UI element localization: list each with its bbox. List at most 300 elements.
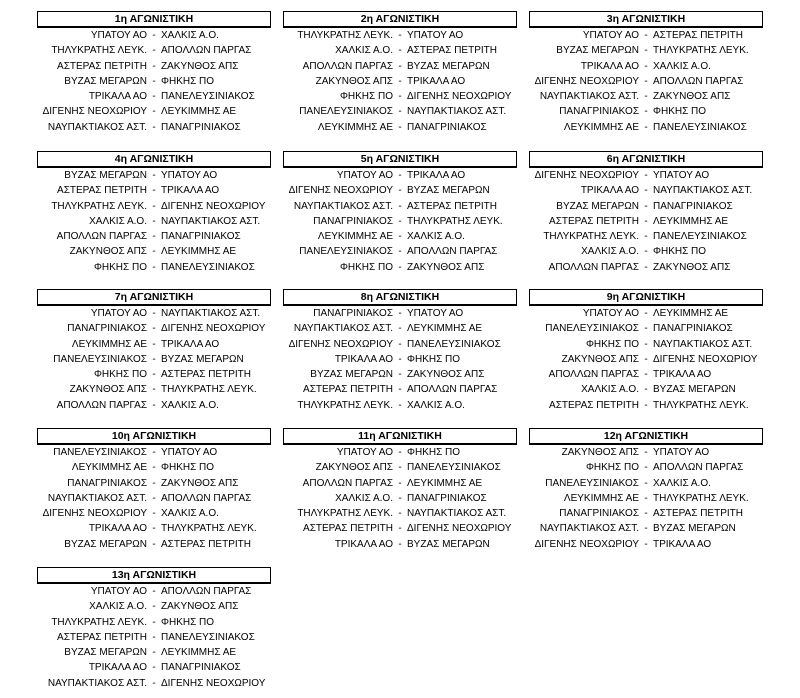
- away-team: ΦΗΚΗΣ ΠΟ: [161, 616, 215, 628]
- away-team: ΔΙΓΕΝΗΣ ΝΕΟΧΩΡΙΟΥ: [161, 200, 266, 212]
- match-separator: -: [644, 75, 648, 87]
- away-team: ΝΑΥΠΑΚΤΙΑΚΟΣ ΑΣΤ.: [653, 338, 753, 350]
- match-row: [283, 460, 517, 475]
- match-separator: -: [152, 523, 156, 535]
- away-team: ΛΕΥΚΙΜΜΗΣ ΑΕ: [653, 308, 729, 319]
- match-separator: -: [398, 523, 402, 535]
- away-team: ΤΗΛΥΚΡΑΤΗΣ ΛΕΥΚ.: [407, 215, 503, 227]
- home-team: ΤΗΛΥΚΡΑΤΗΣ ΛΕΥΚ.: [51, 45, 147, 57]
- home-team: ΔΙΓΕΝΗΣ ΝΕΟΧΩΡΙΟΥ: [534, 538, 639, 550]
- match-separator: -: [644, 523, 648, 535]
- round-block: [37, 567, 271, 691]
- match-row: [37, 337, 271, 352]
- match-row: [529, 214, 763, 229]
- match-separator: -: [644, 185, 648, 197]
- home-team: ΦΗΚΗΣ ΠΟ: [339, 261, 393, 273]
- away-team: ΦΗΚΗΣ ΠΟ: [407, 447, 461, 458]
- match-row: [37, 28, 271, 43]
- match-separator: -: [152, 601, 156, 613]
- match-separator: -: [152, 631, 156, 643]
- round-block: [283, 151, 517, 275]
- away-team: ΥΠΑΤΟΥ ΑΟ: [407, 30, 464, 41]
- away-team: ΤΡΙΚΑΛΑ ΑΟ: [653, 538, 712, 550]
- away-team: ΠΑΝΑΓΡΙΝΙΑΚΟΣ: [407, 492, 487, 504]
- away-team: ΠΑΝΑΓΡΙΝΙΑΚΟΣ: [653, 323, 733, 335]
- match-separator: -: [644, 399, 648, 411]
- home-team: ΑΠΟΛΛΩΝ ΠΑΡΓΑΣ: [548, 369, 639, 381]
- away-team: ΠΑΝΕΛΕΥΣΙΝΙΑΚΟΣ: [161, 91, 255, 103]
- home-team: ΔΙΓΕΝΗΣ ΝΕΟΧΩΡΙΟΥ: [288, 338, 393, 350]
- home-team: ΑΣΤΕΡΑΣ ΠΕΤΡΙΤΗ: [303, 384, 393, 396]
- round-title: 8η ΑΓΩΝΙΣΤΙΚΗ: [283, 289, 517, 306]
- home-team: ΤΡΙΚΑΛΑ ΑΟ: [88, 523, 147, 535]
- match-separator: -: [398, 538, 402, 550]
- away-team: ΔΙΓΕΝΗΣ ΝΕΟΧΩΡΙΟΥ: [161, 677, 266, 689]
- match-separator: -: [398, 384, 402, 396]
- round-block: [37, 428, 271, 552]
- home-team: ΖΑΚΥΝΘΟΣ ΑΠΣ: [69, 246, 147, 258]
- match-separator: -: [152, 91, 156, 103]
- home-team: ΖΑΚΥΝΘΟΣ ΑΠΣ: [315, 462, 393, 474]
- match-row: [37, 506, 271, 521]
- home-team: ΦΗΚΗΣ ΠΟ: [339, 91, 393, 103]
- home-team: ΑΠΟΛΛΩΝ ΠΑΡΓΑΣ: [548, 261, 639, 273]
- match-row: [283, 445, 517, 460]
- away-team: ΑΠΟΛΛΩΝ ΠΑΡΓΑΣ: [653, 75, 744, 87]
- match-separator: -: [398, 60, 402, 72]
- match-row: [529, 352, 763, 367]
- match-separator: -: [644, 45, 648, 57]
- round-title: 13η ΑΓΩΝΙΣΤΙΚΗ: [37, 567, 271, 584]
- match-separator: -: [398, 231, 402, 243]
- away-team: ΦΗΚΗΣ ΠΟ: [161, 75, 215, 87]
- round-title: 12η ΑΓΩΝΙΣΤΙΚΗ: [529, 428, 763, 445]
- away-team: ΤΡΙΚΑΛΑ ΑΟ: [653, 369, 712, 381]
- match-separator: -: [644, 369, 648, 381]
- home-team: ΒΥΖΑΣ ΜΕΓΑΡΩΝ: [556, 200, 639, 212]
- away-team: ΑΠΟΛΛΩΝ ΠΑΡΓΑΣ: [653, 462, 744, 474]
- home-team: ΤΗΛΥΚΡΑΤΗΣ ΛΕΥΚ.: [297, 30, 393, 41]
- match-separator: -: [398, 121, 402, 133]
- match-row: [283, 506, 517, 521]
- away-team: ΤΡΙΚΑΛΑ ΑΟ: [407, 75, 466, 87]
- home-team: ΛΕΥΚΙΜΜΗΣ ΑΕ: [317, 121, 393, 133]
- round-block: [37, 151, 271, 275]
- home-team: ΝΑΥΠΑΚΤΙΑΚΟΣ ΑΣΤ.: [47, 121, 147, 133]
- home-team: ΒΥΖΑΣ ΜΕΓΑΡΩΝ: [556, 45, 639, 57]
- match-row: [529, 521, 763, 536]
- home-team: ΥΠΑΤΟΥ ΑΟ: [582, 30, 639, 41]
- match-row: [283, 382, 517, 397]
- away-team: ΑΣΤΕΡΑΣ ΠΕΤΡΙΤΗ: [407, 45, 497, 57]
- home-team: ΔΙΓΕΝΗΣ ΝΕΟΧΩΡΙΟΥ: [42, 508, 147, 520]
- match-separator: -: [398, 45, 402, 57]
- away-team: ΝΑΥΠΑΚΤΙΑΚΟΣ ΑΣΤ.: [407, 106, 507, 118]
- away-team: ΑΣΤΕΡΑΣ ΠΕΤΡΙΤΗ: [653, 508, 743, 520]
- round-block: [37, 11, 271, 135]
- match-row: [37, 214, 271, 229]
- match-separator: -: [398, 323, 402, 335]
- away-team: ΛΕΥΚΙΜΜΗΣ ΑΕ: [407, 477, 483, 489]
- match-row: [283, 183, 517, 198]
- match-separator: -: [398, 508, 402, 520]
- match-row: [529, 229, 763, 244]
- match-separator: -: [398, 246, 402, 258]
- match-separator: -: [152, 200, 156, 212]
- home-team: ΛΕΥΚΙΜΜΗΣ ΑΕ: [71, 462, 147, 474]
- match-separator: -: [644, 508, 648, 520]
- away-team: ΠΑΝΕΛΕΥΣΙΝΙΑΚΟΣ: [407, 338, 501, 350]
- away-team: ΤΡΙΚΑΛΑ ΑΟ: [407, 170, 466, 181]
- home-team: ΖΑΚΥΝΘΟΣ ΑΠΣ: [561, 447, 639, 458]
- away-team: ΑΠΟΛΛΩΝ ΠΑΡΓΑΣ: [161, 492, 252, 504]
- away-team: ΠΑΝΑΓΡΙΝΙΑΚΟΣ: [407, 121, 487, 133]
- match-separator: -: [644, 538, 648, 550]
- match-row: [529, 74, 763, 89]
- match-separator: -: [398, 308, 402, 319]
- home-team: ΑΠΟΛΛΩΝ ΠΑΡΓΑΣ: [56, 399, 147, 411]
- match-row: [529, 89, 763, 104]
- match-row: [283, 199, 517, 214]
- match-separator: -: [152, 45, 156, 57]
- home-team: ΠΑΝΑΓΡΙΝΙΑΚΟΣ: [67, 323, 147, 335]
- match-row: [283, 104, 517, 119]
- home-team: ΒΥΖΑΣ ΜΕΓΑΡΩΝ: [64, 538, 147, 550]
- match-row: [37, 74, 271, 89]
- match-row: [37, 615, 271, 630]
- home-team: ΥΠΑΤΟΥ ΑΟ: [336, 447, 393, 458]
- match-row: [529, 104, 763, 119]
- match-row: [37, 120, 271, 135]
- round-block: [529, 428, 763, 552]
- away-team: ΤΡΙΚΑΛΑ ΑΟ: [161, 338, 220, 350]
- away-team: ΤΗΛΥΚΡΑΤΗΣ ΛΕΥΚ.: [161, 523, 257, 535]
- round-title: 2η ΑΓΩΝΙΣΤΙΚΗ: [283, 11, 517, 28]
- home-team: ΑΣΤΕΡΑΣ ΠΕΤΡΙΤΗ: [549, 399, 639, 411]
- away-team: ΔΙΓΕΝΗΣ ΝΕΟΧΩΡΙΟΥ: [407, 523, 512, 535]
- home-team: ΧΑΛΚΙΣ Α.Ο.: [335, 45, 393, 57]
- away-team: ΦΗΚΗΣ ΠΟ: [161, 462, 215, 474]
- home-team: ΠΑΝΕΛΕΥΣΙΝΙΑΚΟΣ: [53, 447, 147, 458]
- match-separator: -: [152, 647, 156, 659]
- match-separator: -: [152, 462, 156, 474]
- match-separator: -: [644, 308, 648, 319]
- away-team: ΥΠΑΤΟΥ ΑΟ: [161, 170, 218, 181]
- match-separator: -: [398, 200, 402, 212]
- match-separator: -: [398, 447, 402, 458]
- away-team: ΒΥΖΑΣ ΜΕΓΑΡΩΝ: [653, 523, 736, 535]
- match-row: [529, 506, 763, 521]
- away-team: ΧΑΛΚΙΣ Α.Ο.: [161, 399, 219, 411]
- away-team: ΑΣΤΕΡΑΣ ΠΕΤΡΙΤΗ: [161, 369, 251, 381]
- home-team: ΧΑΛΚΙΣ Α.Ο.: [89, 215, 147, 227]
- match-row: [283, 59, 517, 74]
- match-separator: -: [644, 492, 648, 504]
- away-team: ΛΕΥΚΙΜΜΗΣ ΑΕ: [653, 215, 729, 227]
- home-team: ΛΕΥΚΙΜΜΗΣ ΑΕ: [563, 492, 639, 504]
- home-team: ΠΑΝΕΛΕΥΣΙΝΙΑΚΟΣ: [299, 246, 393, 258]
- home-team: ΠΑΝΑΓΡΙΝΙΑΚΟΣ: [559, 508, 639, 520]
- match-separator: -: [644, 384, 648, 396]
- away-team: ΦΗΚΗΣ ΠΟ: [653, 246, 707, 258]
- away-team: ΝΑΥΠΑΚΤΙΑΚΟΣ ΑΣΤ.: [161, 308, 261, 319]
- home-team: ΤΗΛΥΚΡΑΤΗΣ ΛΕΥΚ.: [51, 616, 147, 628]
- match-row: [529, 199, 763, 214]
- match-separator: -: [398, 91, 402, 103]
- match-separator: -: [152, 399, 156, 411]
- round-title: 9η ΑΓΩΝΙΣΤΙΚΗ: [529, 289, 763, 306]
- match-row: [37, 630, 271, 645]
- match-separator: -: [398, 462, 402, 474]
- home-team: ΤΗΛΥΚΡΑΤΗΣ ΛΕΥΚ.: [297, 399, 393, 411]
- match-row: [529, 168, 763, 183]
- away-team: ΖΑΚΥΝΘΟΣ ΑΠΣ: [653, 91, 731, 103]
- match-row: [283, 74, 517, 89]
- away-team: ΝΑΥΠΑΚΤΙΑΚΟΣ ΑΣΤ.: [407, 508, 507, 520]
- match-separator: -: [398, 399, 402, 411]
- match-separator: -: [152, 308, 156, 319]
- home-team: ΠΑΝΕΛΕΥΣΙΝΙΑΚΟΣ: [545, 323, 639, 335]
- round-block: [37, 289, 271, 413]
- match-row: [283, 337, 517, 352]
- match-row: [37, 104, 271, 119]
- match-separator: -: [398, 338, 402, 350]
- away-team: ΖΑΚΥΝΘΟΣ ΑΠΣ: [161, 477, 239, 489]
- away-team: ΤΗΛΥΚΡΑΤΗΣ ΛΕΥΚ.: [161, 384, 257, 396]
- home-team: ΛΕΥΚΙΜΜΗΣ ΑΕ: [317, 231, 393, 243]
- home-team: ΑΣΤΕΡΑΣ ΠΕΤΡΙΤΗ: [303, 523, 393, 535]
- match-row: [283, 229, 517, 244]
- home-team: ΠΑΝΕΛΕΥΣΙΝΙΑΚΟΣ: [53, 353, 147, 365]
- away-team: ΠΑΝΕΛΕΥΣΙΝΙΑΚΟΣ: [653, 231, 747, 243]
- match-separator: -: [398, 353, 402, 365]
- match-separator: -: [644, 200, 648, 212]
- match-separator: -: [644, 170, 648, 181]
- match-separator: -: [152, 538, 156, 550]
- round-title: 1η ΑΓΩΝΙΣΤΙΚΗ: [37, 11, 271, 28]
- match-separator: -: [398, 492, 402, 504]
- away-team: ΑΣΤΕΡΑΣ ΠΕΤΡΙΤΗ: [161, 538, 251, 550]
- match-row: [283, 89, 517, 104]
- round-block: [283, 11, 517, 135]
- away-team: ΤΡΙΚΑΛΑ ΑΟ: [161, 185, 220, 197]
- home-team: ΤΗΛΥΚΡΑΤΗΣ ΛΕΥΚ.: [51, 200, 147, 212]
- match-separator: -: [398, 106, 402, 118]
- match-row: [37, 445, 271, 460]
- home-team: ΠΑΝΑΓΡΙΝΙΑΚΟΣ: [67, 477, 147, 489]
- home-team: ΛΕΥΚΙΜΜΗΣ ΑΕ: [71, 338, 147, 350]
- match-row: [37, 352, 271, 367]
- away-team: ΧΑΛΚΙΣ Α.Ο.: [161, 508, 219, 520]
- away-team: ΧΑΛΚΙΣ Α.Ο.: [407, 399, 465, 411]
- away-team: ΖΑΚΥΝΘΟΣ ΑΠΣ: [161, 60, 239, 72]
- match-separator: -: [398, 185, 402, 197]
- home-team: ΧΑΛΚΙΣ Α.Ο.: [581, 384, 639, 396]
- match-row: [529, 183, 763, 198]
- away-team: ΧΑΛΚΙΣ Α.Ο.: [653, 60, 711, 72]
- match-separator: -: [398, 477, 402, 489]
- match-separator: -: [152, 75, 156, 87]
- away-team: ΛΕΥΚΙΜΜΗΣ ΑΕ: [161, 246, 237, 258]
- match-row: [37, 460, 271, 475]
- match-separator: -: [644, 106, 648, 118]
- match-row: [37, 244, 271, 259]
- away-team: ΤΗΛΥΚΡΑΤΗΣ ΛΕΥΚ.: [653, 492, 749, 504]
- match-row: [529, 476, 763, 491]
- home-team: ΤΡΙΚΑΛΑ ΑΟ: [88, 91, 147, 103]
- home-team: ΑΠΟΛΛΩΝ ΠΑΡΓΑΣ: [56, 231, 147, 243]
- match-row: [283, 244, 517, 259]
- match-separator: -: [644, 261, 648, 273]
- home-team: ΑΠΟΛΛΩΝ ΠΑΡΓΑΣ: [302, 477, 393, 489]
- match-row: [283, 521, 517, 536]
- match-separator: -: [644, 447, 648, 458]
- match-row: [283, 537, 517, 552]
- match-separator: -: [152, 106, 156, 118]
- home-team: ΝΑΥΠΑΚΤΙΑΚΟΣ ΑΣΤ.: [293, 323, 393, 335]
- match-row: [37, 491, 271, 506]
- match-separator: -: [152, 353, 156, 365]
- home-team: ΑΣΤΕΡΑΣ ΠΕΤΡΙΤΗ: [57, 185, 147, 197]
- home-team: ΥΠΑΤΟΥ ΑΟ: [336, 170, 393, 181]
- match-separator: -: [398, 30, 402, 41]
- match-separator: -: [398, 369, 402, 381]
- away-team: ΒΥΖΑΣ ΜΕΓΑΡΩΝ: [407, 185, 490, 197]
- away-team: ΒΥΖΑΣ ΜΕΓΑΡΩΝ: [161, 353, 244, 365]
- home-team: ΥΠΑΤΟΥ ΑΟ: [90, 30, 147, 41]
- match-separator: -: [152, 121, 156, 133]
- match-separator: -: [398, 215, 402, 227]
- round-title: 11η ΑΓΩΝΙΣΤΙΚΗ: [283, 428, 517, 445]
- away-team: ΖΑΚΥΝΘΟΣ ΑΠΣ: [653, 261, 731, 273]
- match-separator: -: [152, 508, 156, 520]
- match-row: [529, 491, 763, 506]
- match-row: [37, 476, 271, 491]
- match-row: [37, 59, 271, 74]
- match-row: [283, 352, 517, 367]
- match-row: [529, 244, 763, 259]
- match-row: [37, 199, 271, 214]
- round-block: [529, 289, 763, 413]
- match-separator: -: [152, 338, 156, 350]
- round-title: 3η ΑΓΩΝΙΣΤΙΚΗ: [529, 11, 763, 28]
- round-title: 7η ΑΓΩΝΙΣΤΙΚΗ: [37, 289, 271, 306]
- round-title: 5η ΑΓΩΝΙΣΤΙΚΗ: [283, 151, 517, 168]
- match-row: [283, 120, 517, 135]
- match-row: [283, 168, 517, 183]
- match-row: [529, 460, 763, 475]
- match-separator: -: [644, 60, 648, 72]
- home-team: ΠΑΝΑΓΡΙΝΙΑΚΟΣ: [313, 308, 393, 319]
- match-row: [529, 445, 763, 460]
- home-team: ΒΥΖΑΣ ΜΕΓΑΡΩΝ: [64, 170, 147, 181]
- away-team: ΝΑΥΠΑΚΤΙΑΚΟΣ ΑΣΤ.: [653, 185, 753, 197]
- away-team: ΤΗΛΥΚΡΑΤΗΣ ΛΕΥΚ.: [653, 399, 749, 411]
- home-team: ΠΑΝΑΓΡΙΝΙΑΚΟΣ: [313, 215, 393, 227]
- match-row: [529, 398, 763, 413]
- away-team: ΛΕΥΚΙΜΜΗΣ ΑΕ: [161, 647, 237, 659]
- away-team: ΥΠΑΤΟΥ ΑΟ: [161, 447, 218, 458]
- match-row: [37, 382, 271, 397]
- home-team: ΥΠΑΤΟΥ ΑΟ: [90, 308, 147, 319]
- home-team: ΤΡΙΚΑΛΑ ΑΟ: [334, 538, 393, 550]
- away-team: ΠΑΝΕΛΕΥΣΙΝΙΑΚΟΣ: [653, 121, 747, 133]
- match-row: [283, 476, 517, 491]
- match-separator: -: [152, 323, 156, 335]
- match-separator: -: [644, 477, 648, 489]
- home-team: ΤΗΛΥΚΡΑΤΗΣ ΛΕΥΚ.: [543, 231, 639, 243]
- home-team: ΝΑΥΠΑΚΤΙΑΚΟΣ ΑΣΤ.: [47, 677, 147, 689]
- match-separator: -: [644, 338, 648, 350]
- match-separator: -: [152, 662, 156, 674]
- away-team: ΛΕΥΚΙΜΜΗΣ ΑΕ: [161, 106, 237, 118]
- match-row: [529, 43, 763, 58]
- home-team: ΧΑΛΚΙΣ Α.Ο.: [581, 246, 639, 258]
- match-separator: -: [152, 170, 156, 181]
- away-team: ΔΙΓΕΝΗΣ ΝΕΟΧΩΡΙΟΥ: [653, 353, 758, 365]
- match-row: [283, 214, 517, 229]
- round-title: 10η ΑΓΩΝΙΣΤΙΚΗ: [37, 428, 271, 445]
- home-team: ΑΣΤΕΡΑΣ ΠΕΤΡΙΤΗ: [57, 631, 147, 643]
- away-team: ΥΠΑΤΟΥ ΑΟ: [407, 308, 464, 319]
- away-team: ΦΗΚΗΣ ΠΟ: [653, 106, 707, 118]
- match-separator: -: [152, 231, 156, 243]
- home-team: ΖΑΚΥΝΘΟΣ ΑΠΣ: [315, 75, 393, 87]
- away-team: ΖΑΚΥΝΘΟΣ ΑΠΣ: [407, 261, 485, 273]
- match-separator: -: [644, 215, 648, 227]
- home-team: ΠΑΝΕΛΕΥΣΙΝΙΑΚΟΣ: [299, 106, 393, 118]
- away-team: ΖΑΚΥΝΘΟΣ ΑΠΣ: [407, 369, 485, 381]
- home-team: ΔΙΓΕΝΗΣ ΝΕΟΧΩΡΙΟΥ: [288, 185, 393, 197]
- away-team: ΠΑΝΕΛΕΥΣΙΝΙΑΚΟΣ: [407, 462, 501, 474]
- match-row: [37, 321, 271, 336]
- home-team: ΔΙΓΕΝΗΣ ΝΕΟΧΩΡΙΟΥ: [534, 170, 639, 181]
- away-team: ΥΠΑΤΟΥ ΑΟ: [653, 447, 710, 458]
- match-row: [37, 43, 271, 58]
- match-row: [529, 28, 763, 43]
- match-row: [37, 306, 271, 321]
- home-team: ΝΑΥΠΑΚΤΙΑΚΟΣ ΑΣΤ.: [293, 200, 393, 212]
- home-team: ΤΡΙΚΑΛΑ ΑΟ: [580, 185, 639, 197]
- match-separator: -: [644, 91, 648, 103]
- home-team: ΦΗΚΗΣ ΠΟ: [585, 462, 639, 474]
- home-team: ΤΡΙΚΑΛΑ ΑΟ: [334, 353, 393, 365]
- round-block: [529, 151, 763, 275]
- home-team: ΑΠΟΛΛΩΝ ΠΑΡΓΑΣ: [302, 60, 393, 72]
- match-row: [529, 367, 763, 382]
- round-block: [283, 289, 517, 413]
- match-separator: -: [398, 261, 402, 273]
- home-team: ΧΑΛΚΙΣ Α.Ο.: [335, 492, 393, 504]
- match-row: [37, 89, 271, 104]
- match-separator: -: [152, 586, 156, 597]
- match-separator: -: [644, 323, 648, 335]
- away-team: ΠΑΝΕΛΕΥΣΙΝΙΑΚΟΣ: [161, 261, 255, 273]
- match-separator: -: [152, 369, 156, 381]
- match-row: [37, 599, 271, 614]
- home-team: ΑΣΤΕΡΑΣ ΠΕΤΡΙΤΗ: [57, 60, 147, 72]
- away-team: ΑΠΟΛΛΩΝ ΠΑΡΓΑΣ: [161, 45, 252, 57]
- home-team: ΒΥΖΑΣ ΜΕΓΑΡΩΝ: [64, 75, 147, 87]
- match-row: [37, 645, 271, 660]
- match-row: [37, 584, 271, 599]
- away-team: ΑΣΤΕΡΑΣ ΠΕΤΡΙΤΗ: [653, 30, 743, 41]
- match-row: [529, 120, 763, 135]
- home-team: ΦΗΚΗΣ ΠΟ: [93, 369, 147, 381]
- match-separator: -: [644, 121, 648, 133]
- match-row: [283, 43, 517, 58]
- home-team: ΛΕΥΚΙΜΜΗΣ ΑΕ: [563, 121, 639, 133]
